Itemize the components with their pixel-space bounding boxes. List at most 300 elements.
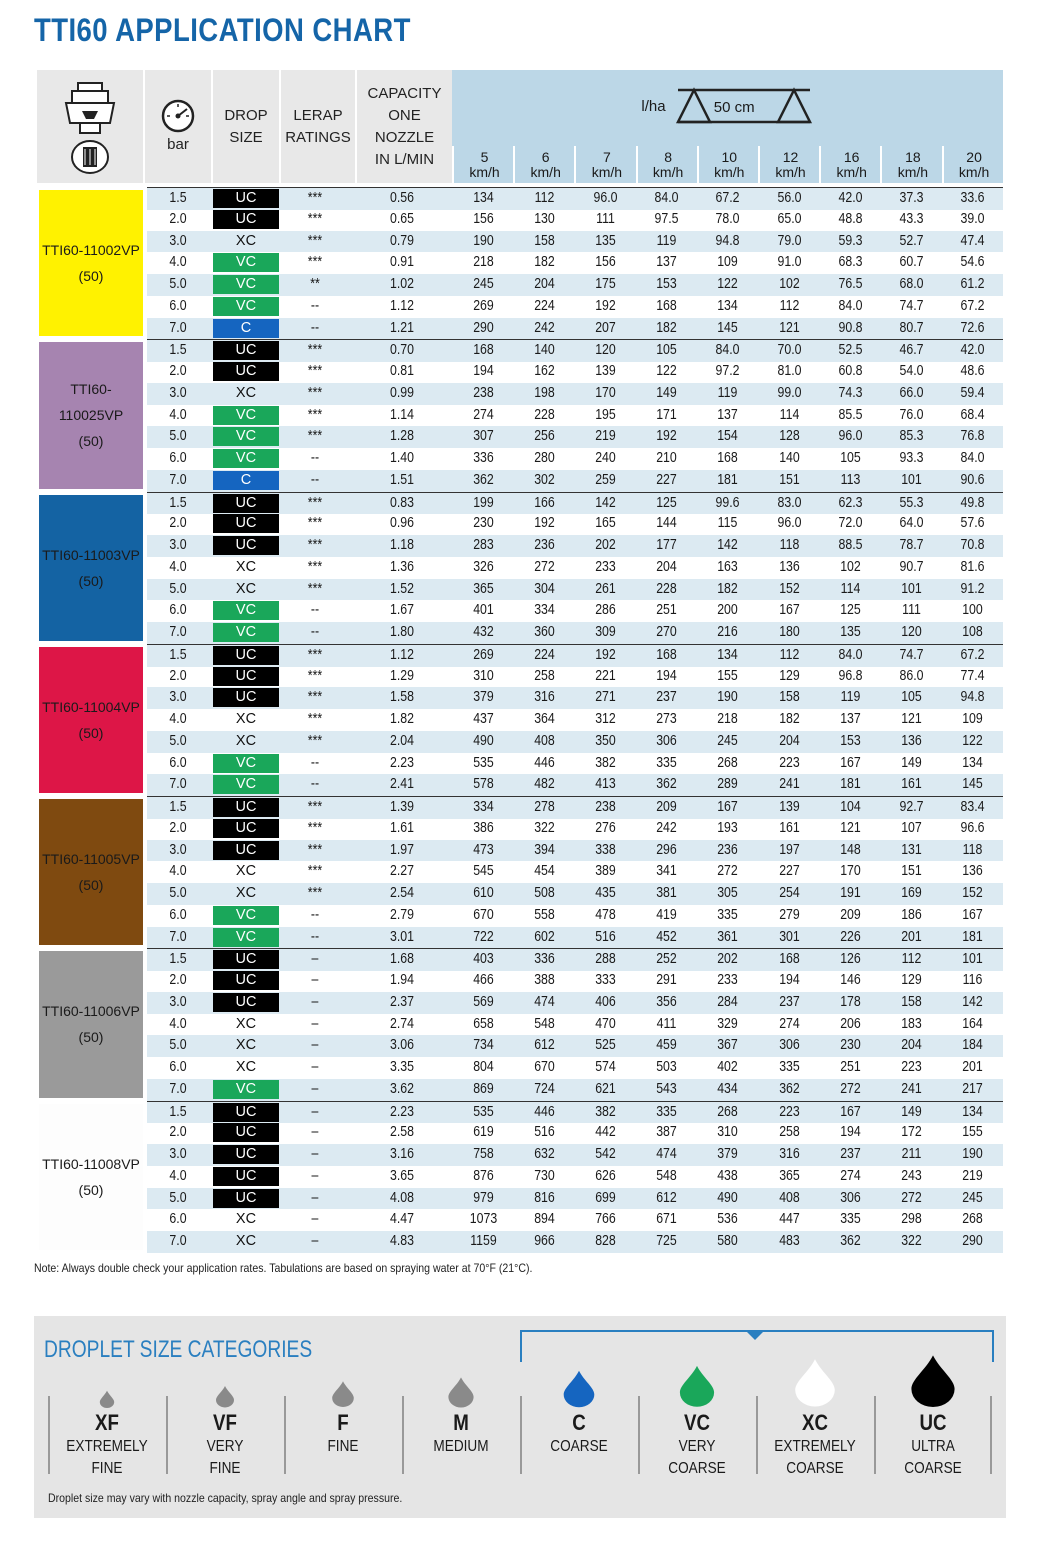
table-row xyxy=(147,666,1003,688)
nozzle-block xyxy=(39,951,143,1097)
rate-cell: 184 xyxy=(962,1037,983,1054)
rate-cell: 97.5 xyxy=(654,210,679,227)
droplet-icon xyxy=(447,1376,475,1408)
rate-cell: 236 xyxy=(534,537,555,553)
drop-size-badge: VC xyxy=(213,275,279,294)
capacity-cell: 1.97 xyxy=(389,841,414,858)
capacity-cell: 4.83 xyxy=(389,1233,414,1249)
lerap-cell: – xyxy=(311,1103,319,1120)
category-label: COARSE xyxy=(550,1438,608,1455)
nozzle-qty: (50) xyxy=(78,268,104,285)
application-chart xyxy=(37,70,1003,1251)
drop-size-badge: VC xyxy=(213,775,279,794)
rate-cell: 126 xyxy=(840,951,861,968)
rate-cell: 316 xyxy=(534,689,555,706)
rate-cell: 548 xyxy=(656,1167,677,1184)
rate-cell: 96.8 xyxy=(838,667,863,684)
category-label: COARSE xyxy=(904,1460,962,1477)
rate-cell: 310 xyxy=(717,1124,738,1141)
rate-cell: 306 xyxy=(779,1037,800,1054)
table-row xyxy=(147,753,1003,775)
capacity-cell: 3.06 xyxy=(389,1037,414,1054)
rate-cell: 542 xyxy=(595,1146,616,1162)
rate-cell: 394 xyxy=(534,841,555,858)
rate-cell: 97.2 xyxy=(715,363,740,379)
rate-cell: 335 xyxy=(779,1059,800,1075)
lerap-column-header: LERAP RATINGS xyxy=(285,106,351,146)
pressure-cell: 2.0 xyxy=(169,210,187,227)
rate-cell: 241 xyxy=(901,1080,922,1097)
droplet-category xyxy=(638,1356,756,1476)
rate-cell: 204 xyxy=(656,558,677,575)
capacity-cell: 1.14 xyxy=(389,406,414,423)
rate-cell: 59.4 xyxy=(960,384,985,401)
pressure-cell: 6.0 xyxy=(169,602,187,619)
rate-cell: 76.0 xyxy=(899,406,924,423)
rate-cell: 146 xyxy=(840,972,861,988)
drop-size-badge: VC xyxy=(213,601,279,620)
pressure-cell: 1.5 xyxy=(169,190,187,206)
rate-cell: 90.6 xyxy=(960,471,985,488)
rate-cell: 186 xyxy=(901,906,922,923)
rate-cell: 96.0 xyxy=(838,428,863,445)
lerap-cell: – xyxy=(311,1015,319,1032)
category-label: VERY xyxy=(678,1438,716,1455)
pressure-cell: 2.0 xyxy=(169,972,187,988)
rate-cell: 131 xyxy=(901,841,922,858)
rate-cell: 118 xyxy=(962,841,983,858)
capacity-cell: 2.54 xyxy=(389,885,414,901)
rate-cell: 725 xyxy=(656,1233,677,1249)
lerap-cell: -- xyxy=(310,319,320,336)
capacity-cell: 2.27 xyxy=(389,863,414,880)
nozzle-column-header xyxy=(37,70,143,183)
rate-cell: 389 xyxy=(595,863,616,880)
rate-cell: 182 xyxy=(717,580,738,597)
rate-cell: 99.0 xyxy=(777,384,802,401)
rate-cell: 161 xyxy=(779,819,800,836)
rate-cell: 49.8 xyxy=(960,494,985,511)
drop-size-badge: UC xyxy=(213,667,279,686)
capacity-cell: 3.62 xyxy=(389,1080,414,1097)
rate-cell: 256 xyxy=(534,428,555,445)
rate-cell: 221 xyxy=(595,667,616,684)
rate-cell: 408 xyxy=(534,732,555,749)
rate-cell: 226 xyxy=(840,928,861,945)
rate-cell: 47.4 xyxy=(960,232,985,249)
pressure-cell: 6.0 xyxy=(169,754,187,771)
nozzle-name: TTI60-11006VP xyxy=(42,1003,140,1020)
rate-cell: 336 xyxy=(534,951,555,968)
rate-cell: 67.2 xyxy=(960,297,985,314)
rate-cell: 102 xyxy=(840,558,861,575)
rate-cell: 268 xyxy=(717,1103,738,1120)
rate-cell: 268 xyxy=(962,1211,983,1228)
rate-cell: 258 xyxy=(779,1124,800,1141)
rate-cell: 699 xyxy=(595,1189,616,1206)
category-label: ULTRA xyxy=(911,1438,955,1455)
pressure-cell: 1.5 xyxy=(169,342,187,359)
lerap-cell: *** xyxy=(307,799,323,815)
rate-cell: 167 xyxy=(840,754,861,771)
capacity-cell: 3.01 xyxy=(389,928,414,945)
rate-cell: 406 xyxy=(595,993,616,1010)
rate-unit-row xyxy=(452,70,1003,142)
rate-cell: 227 xyxy=(779,863,800,880)
table-row xyxy=(147,709,1003,731)
speed-header: 7 km/h xyxy=(574,146,637,183)
rate-cell: 125 xyxy=(840,602,861,619)
capacity-cell: 1.68 xyxy=(389,951,414,968)
nozzle-qty: (50) xyxy=(78,1029,104,1046)
rate-cell: 245 xyxy=(473,276,494,292)
pressure-cell: 5.0 xyxy=(169,1189,187,1206)
nozzle-name: TTI60-11002VP xyxy=(42,242,140,259)
rate-cell: 535 xyxy=(473,1103,494,1120)
legend-note: Droplet size may vary with nozzle capacity, spray angle and spray pressure. xyxy=(48,1491,403,1505)
lerap-cell: *** xyxy=(307,254,323,271)
rate-cell: 224 xyxy=(534,297,555,314)
pressure-cell: 7.0 xyxy=(169,319,187,336)
capacity-cell: 1.51 xyxy=(389,471,414,488)
rate-cell: 204 xyxy=(901,1037,922,1054)
rate-cell: 194 xyxy=(473,363,494,379)
drop-size-badge: UC xyxy=(213,950,279,969)
category-abbr: F xyxy=(337,1410,349,1435)
table-row xyxy=(147,1079,1003,1101)
pressure-cell: 7.0 xyxy=(169,1080,187,1097)
speed-header: 8 km/h xyxy=(636,146,699,183)
rate-cell: 482 xyxy=(534,776,555,793)
rate-cell: 876 xyxy=(473,1167,494,1184)
rate-cell: 280 xyxy=(534,450,555,466)
rate-cell: 490 xyxy=(717,1189,738,1206)
rate-cell: 134 xyxy=(962,754,983,771)
rate-cell: 869 xyxy=(473,1080,494,1097)
drop-size-badge: XC xyxy=(235,1037,257,1054)
rate-cell: 474 xyxy=(534,993,555,1010)
droplet-icon xyxy=(331,1380,355,1408)
drop-size-badge: VC xyxy=(213,906,279,925)
rate-cell: 70.0 xyxy=(777,342,802,359)
rate-cell: 168 xyxy=(473,342,494,359)
lerap-cell: -- xyxy=(310,471,320,488)
rate-cell: 107 xyxy=(901,819,922,836)
rate-cell: 192 xyxy=(595,297,616,314)
rate-cell: 80.7 xyxy=(899,319,924,336)
rate-cell: 96.0 xyxy=(593,190,618,206)
rate-cell: 207 xyxy=(595,319,616,336)
rate-cell: 170 xyxy=(840,863,861,880)
rate-cell: 149 xyxy=(656,384,677,401)
rate-cell: 182 xyxy=(534,254,555,271)
rate-cell: 193 xyxy=(717,819,738,836)
drop-size-badge: UC xyxy=(213,494,279,513)
pressure-cell: 7.0 xyxy=(169,1233,187,1249)
rate-cell: 140 xyxy=(534,342,555,359)
rate-cell: 621 xyxy=(595,1080,616,1097)
rate-cell: 580 xyxy=(717,1233,738,1249)
drop-size-badge: VC xyxy=(213,449,279,468)
rate-cell: 81.0 xyxy=(777,363,802,379)
rate-cell: 145 xyxy=(717,319,738,336)
rate-cell: 72.0 xyxy=(838,515,863,532)
pressure-cell: 3.0 xyxy=(169,384,187,401)
rate-cell: 105 xyxy=(840,450,861,466)
rate-cell: 182 xyxy=(779,711,800,727)
rate-cell: 85.3 xyxy=(899,428,924,445)
rate-cell: 120 xyxy=(901,624,922,640)
table-row xyxy=(147,1188,1003,1210)
speed-header: 18 km/h xyxy=(880,146,943,183)
rate-cell: 135 xyxy=(595,232,616,249)
lerap-cell: – xyxy=(311,1080,319,1097)
legend-title: DROPLET SIZE CATEGORIES xyxy=(44,1336,313,1363)
drop-size-badge: VC xyxy=(213,427,279,446)
capacity-cell: 1.18 xyxy=(389,537,414,553)
rate-cell: 122 xyxy=(656,363,677,379)
lerap-cell: *** xyxy=(307,406,323,423)
rate-cell: 109 xyxy=(962,711,983,727)
rate-cell: 230 xyxy=(840,1037,861,1054)
lerap-cell: *** xyxy=(307,863,323,880)
capacity-cell: 4.47 xyxy=(389,1211,414,1228)
rate-cell: 724 xyxy=(534,1080,555,1097)
category-abbr: M xyxy=(453,1410,469,1435)
table-row xyxy=(147,557,1003,579)
drop-size-badge: UC xyxy=(213,189,279,208)
category-abbr: VC xyxy=(684,1410,710,1435)
rate-cell: 99.6 xyxy=(715,494,740,511)
pressure-column-header xyxy=(145,70,211,183)
table-row xyxy=(147,796,1003,819)
rate-cell: 140 xyxy=(779,450,800,466)
rate-cell: 274 xyxy=(779,1015,800,1032)
rate-cell: 64.0 xyxy=(899,515,924,532)
nozzle-name: TTI60-11003VP xyxy=(42,546,140,563)
table-row xyxy=(147,774,1003,796)
rate-cell: 341 xyxy=(656,863,677,880)
lerap-cell: *** xyxy=(307,885,323,901)
rate-cell: 201 xyxy=(901,928,922,945)
rate-cell: 216 xyxy=(717,624,738,640)
rate-cell: 84.0 xyxy=(654,190,679,206)
rate-cell: 78.7 xyxy=(899,537,924,553)
rate-cell: 333 xyxy=(595,972,616,988)
rate-cell: 142 xyxy=(962,993,983,1010)
rate-cell: 204 xyxy=(534,276,555,292)
rate-cell: 120 xyxy=(595,342,616,359)
rate-cell: 60.7 xyxy=(899,254,924,271)
drop-size-badge: VC xyxy=(213,928,279,947)
rate-cell: 548 xyxy=(534,1015,555,1032)
rate-cell: 164 xyxy=(962,1015,983,1032)
rate-cell: 199 xyxy=(473,494,494,511)
rate-cell: 268 xyxy=(717,754,738,771)
pressure-cell: 2.0 xyxy=(169,1124,187,1141)
rate-cell: 360 xyxy=(534,624,555,640)
rate-cell: 545 xyxy=(473,863,494,880)
rate-cell: 758 xyxy=(473,1146,494,1162)
rate-cell: 96.6 xyxy=(960,819,985,836)
drop-size-badge: XC xyxy=(235,863,257,880)
table-row xyxy=(147,187,1003,210)
rate-cell: 474 xyxy=(656,1146,677,1162)
table-row xyxy=(147,1057,1003,1079)
rate-cell: 361 xyxy=(717,928,738,945)
lerap-cell: -- xyxy=(310,754,320,771)
rate-cell: 181 xyxy=(962,928,983,945)
rate-cell: 74.7 xyxy=(899,297,924,314)
pressure-cell: 6.0 xyxy=(169,906,187,923)
rate-cell: 236 xyxy=(717,841,738,858)
rate-cell: 365 xyxy=(473,580,494,597)
rate-cell: 149 xyxy=(901,1103,922,1120)
rate-unit-label: l/ha xyxy=(641,97,666,115)
rate-cell: 316 xyxy=(779,1146,800,1162)
rate-cell: 112 xyxy=(534,190,555,206)
pressure-cell: 5.0 xyxy=(169,580,187,597)
rate-cell: 252 xyxy=(656,951,677,968)
rate-cell: 145 xyxy=(962,776,983,793)
lerap-cell: *** xyxy=(307,537,323,553)
table-row xyxy=(147,861,1003,883)
rate-cell: 134 xyxy=(473,190,494,206)
rate-cell: 610 xyxy=(473,885,494,901)
pressure-cell: 5.0 xyxy=(169,732,187,749)
rate-cell: 766 xyxy=(595,1211,616,1228)
rate-cell: 979 xyxy=(473,1189,494,1206)
rate-cell: 335 xyxy=(717,906,738,923)
rate-cell: 91.0 xyxy=(777,254,802,271)
capacity-cell: 2.37 xyxy=(389,993,414,1010)
rate-cell: 78.0 xyxy=(715,210,740,227)
rate-cell: 413 xyxy=(595,776,616,793)
rate-cell: 68.0 xyxy=(899,276,924,292)
rate-cell: 240 xyxy=(595,450,616,466)
rate-cell: 670 xyxy=(534,1059,555,1075)
lerap-cell: *** xyxy=(307,384,323,401)
rate-cell: 307 xyxy=(473,428,494,445)
table-row xyxy=(147,883,1003,905)
rate-cell: 626 xyxy=(595,1167,616,1184)
rate-cell: 326 xyxy=(473,558,494,575)
table-row xyxy=(147,731,1003,753)
rate-cell: 190 xyxy=(473,232,494,249)
rate-cell: 274 xyxy=(473,406,494,423)
rate-cell: 356 xyxy=(656,993,677,1010)
table-row xyxy=(147,405,1003,427)
pressure-cell: 1.5 xyxy=(169,646,187,663)
lerap-cell: *** xyxy=(307,232,323,249)
rate-cell: 227 xyxy=(656,471,677,488)
rate-cell: 251 xyxy=(656,602,677,619)
rate-cell: 219 xyxy=(962,1167,983,1184)
pressure-cell: 4.0 xyxy=(169,863,187,880)
rate-cell: 134 xyxy=(717,646,738,663)
capacity-cell: 4.08 xyxy=(389,1189,414,1206)
capacity-cell: 3.65 xyxy=(389,1167,414,1184)
rate-cell: 161 xyxy=(901,776,922,793)
rate-cell: 251 xyxy=(840,1059,861,1075)
droplet-category xyxy=(48,1356,166,1476)
pressure-cell: 3.0 xyxy=(169,232,187,249)
nozzle-qty: (50) xyxy=(78,1181,104,1198)
rate-cell: 192 xyxy=(595,646,616,663)
rate-cell: 105 xyxy=(656,342,677,359)
table-row xyxy=(147,840,1003,862)
rate-cell: 37.3 xyxy=(899,190,924,206)
rate-cell: 129 xyxy=(901,972,922,988)
rate-cell: 382 xyxy=(595,1103,616,1120)
lerap-cell: *** xyxy=(307,732,323,749)
table-header xyxy=(37,70,1003,183)
rate-cell: 209 xyxy=(656,799,677,815)
capacity-cell: 1.67 xyxy=(389,602,414,619)
capacity-cell: 1.40 xyxy=(389,450,414,466)
rate-cell: 296 xyxy=(656,841,677,858)
rate-cell: 100 xyxy=(962,602,983,619)
table-row xyxy=(147,513,1003,535)
rate-cell: 118 xyxy=(779,537,800,553)
table-row xyxy=(147,252,1003,274)
capacity-cell: 1.52 xyxy=(389,580,414,597)
rate-cell: 619 xyxy=(473,1124,494,1141)
rate-cell: 168 xyxy=(656,646,677,663)
rate-cell: 301 xyxy=(779,928,800,945)
capacity-cell: 2.79 xyxy=(389,906,414,923)
rate-cell: 90.7 xyxy=(899,558,924,575)
rate-cell: 54.0 xyxy=(899,363,924,379)
pressure-cell: 6.0 xyxy=(169,1059,187,1075)
rate-cell: 209 xyxy=(840,906,861,923)
rate-cell: 52.5 xyxy=(838,342,863,359)
rate-cell: 137 xyxy=(840,711,861,727)
capacity-cell: 2.58 xyxy=(389,1124,414,1141)
rate-cell: 230 xyxy=(473,515,494,532)
pressure-cell: 7.0 xyxy=(169,776,187,793)
table-row xyxy=(147,687,1003,709)
table-row xyxy=(147,927,1003,949)
lerap-cell: – xyxy=(311,1037,319,1054)
rate-cell: 228 xyxy=(656,580,677,597)
rate-cell: 194 xyxy=(656,667,677,684)
rate-cell: 335 xyxy=(656,1103,677,1120)
rate-cell: 273 xyxy=(656,711,677,727)
drop-size-badge: VC xyxy=(213,297,279,316)
rate-cell: 158 xyxy=(901,993,922,1010)
table-row xyxy=(147,1144,1003,1166)
nozzle-name: TTI60-11004VP xyxy=(42,698,140,715)
rate-cell: 438 xyxy=(717,1167,738,1184)
nozzle-qty: (50) xyxy=(78,572,104,589)
capacity-cell: 1.12 xyxy=(389,646,414,663)
category-label: COARSE xyxy=(786,1460,844,1477)
rate-cell: 59.3 xyxy=(838,232,863,249)
rate-cell: 144 xyxy=(656,515,677,532)
rate-cell: 198 xyxy=(534,384,555,401)
drop-size-badge: XC xyxy=(235,232,257,249)
lerap-cell: – xyxy=(311,951,319,968)
rate-cell: 153 xyxy=(840,732,861,749)
rate-cell: 101 xyxy=(962,951,983,968)
rate-cell: 508 xyxy=(534,885,555,901)
category-label: MEDIUM xyxy=(433,1438,489,1455)
rate-cell: 279 xyxy=(779,906,800,923)
drop-size-badge: UC xyxy=(213,1123,279,1142)
category-label: FINE xyxy=(209,1460,241,1477)
table-row xyxy=(147,992,1003,1014)
